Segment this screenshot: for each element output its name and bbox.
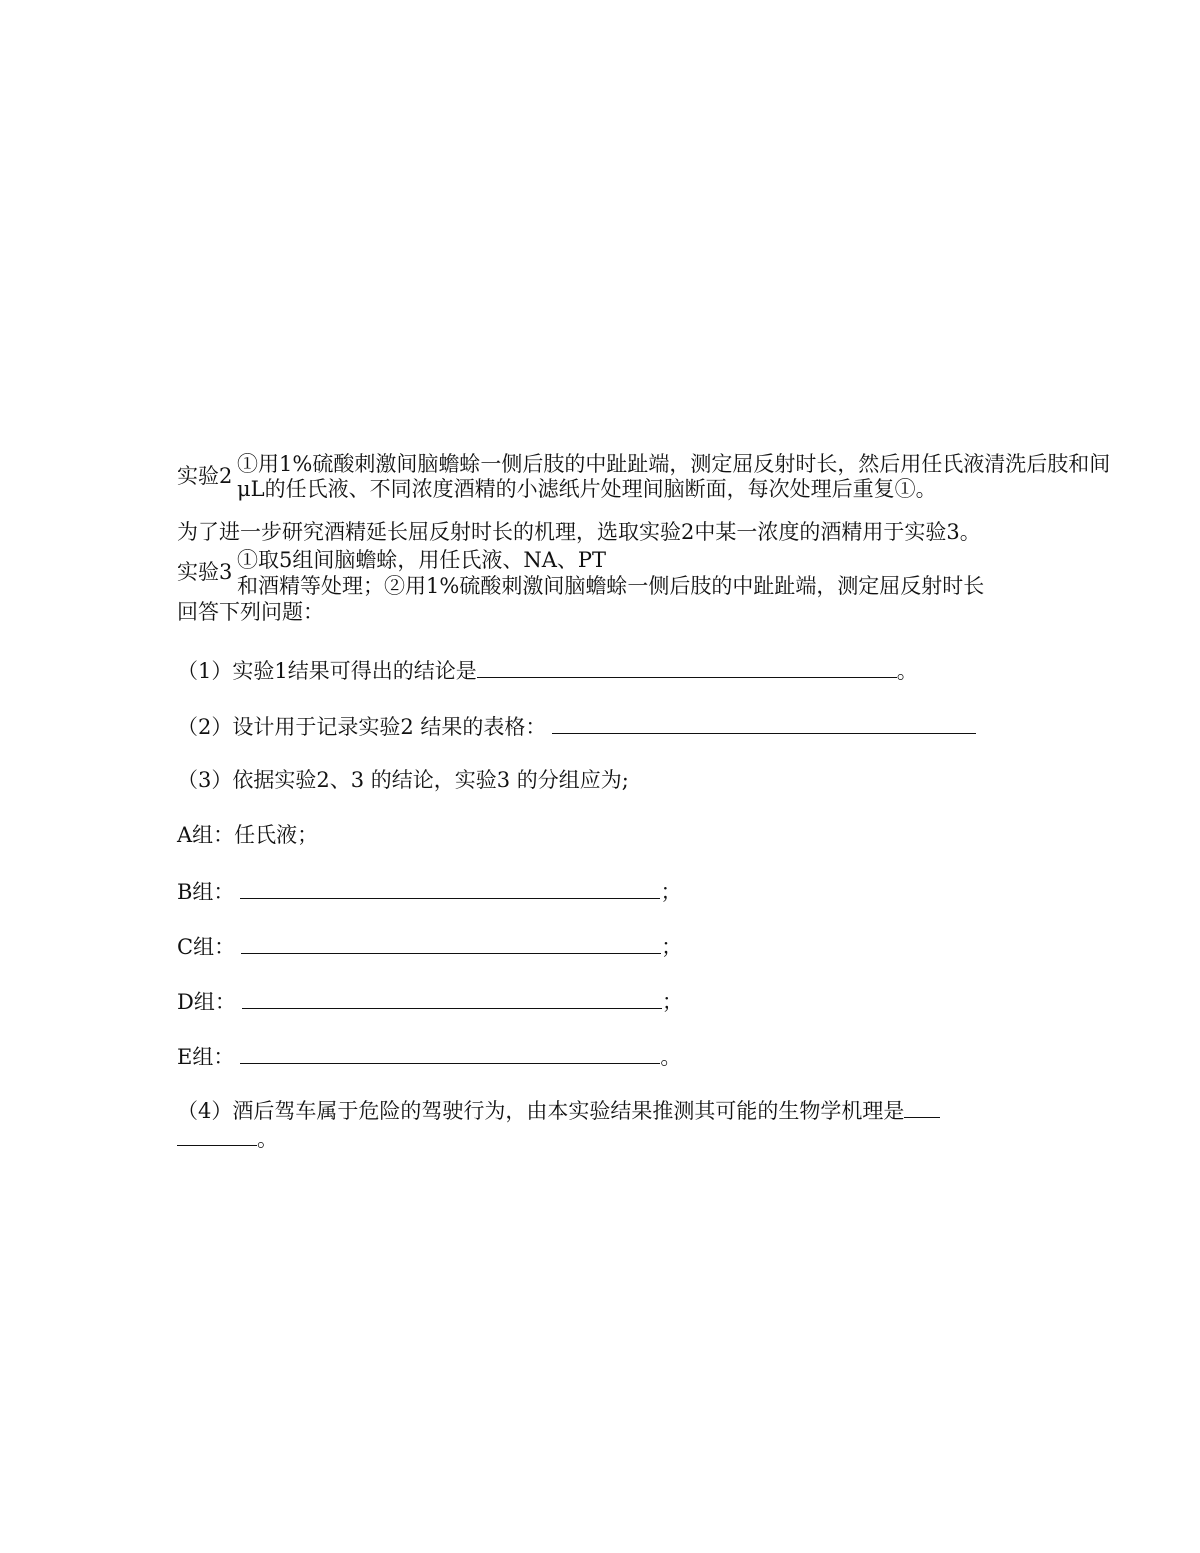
exp3-intro: 为了进一步研究酒精延长屈反射时长的机理，选取实验2中某一浓度的酒精用于实验3。 [177,520,981,544]
question-4-blank-b[interactable] [177,1127,257,1146]
question-4-text: （4）酒后驾车属于危险的驾驶行为，由本实验结果推测其可能的生物学机理是 [177,1099,905,1123]
exp3-label: 实验3 [177,560,233,584]
group-e-end: 。 [660,1045,682,1069]
group-c-blank[interactable] [241,935,661,954]
question-3: （3）依据实验2、3 的结论，实验3 的分组应为; [177,768,629,792]
question-1-end: 。 [896,659,918,683]
group-e-blank[interactable] [240,1045,660,1064]
group-c-end: ； [661,935,683,959]
group-e [177,1045,681,1068]
question-4-cont [177,1127,278,1150]
exp2-line1: ①用1%硫酸刺激间脑蟾蜍一侧后肢的中趾趾端，测定屈反射时长，然后用任氏液清洗后肢和间 [237,452,1111,476]
question-1-text: （1）实验1结果可得出的结论是 [177,659,477,683]
group-b-label: B组： [177,880,235,904]
group-d-end: ； [661,990,683,1014]
question-2 [177,715,976,738]
group-c [177,935,682,958]
question-4-blank-a[interactable] [904,1099,940,1118]
question-4 [177,1099,940,1122]
group-b-blank[interactable] [240,880,660,899]
group-d [177,990,683,1013]
question-2-text: （2）设计用于记录实验2 结果的表格： [177,715,547,739]
group-e-label: E组： [177,1045,235,1069]
answer-prompt: 回答下列问题： [177,600,324,624]
group-c-label: C组： [177,935,236,959]
question-2-blank[interactable] [552,715,976,734]
group-b-end: ； [660,880,682,904]
group-b [177,880,681,903]
exp3-line1: ①取5组间脑蟾蜍，用任氏液、NA、PT [237,548,607,572]
question-1-blank[interactable] [477,659,897,678]
group-d-blank[interactable] [242,990,662,1009]
group-a: A组：任氏液； [177,823,319,847]
question-1 [177,659,918,682]
exp2-label: 实验2 [177,464,233,488]
question-4-end: 。 [257,1127,278,1151]
exp3-line2: 和酒精等处理；②用1%硫酸刺激间脑蟾蜍一侧后肢的中趾趾端，测定屈反射时长 [237,574,985,598]
exp2-line2: μL的任氏液、不同浓度酒精的小滤纸片处理间脑断面，每次处理后重复①。 [237,477,937,501]
group-d-label: D组： [177,990,236,1014]
